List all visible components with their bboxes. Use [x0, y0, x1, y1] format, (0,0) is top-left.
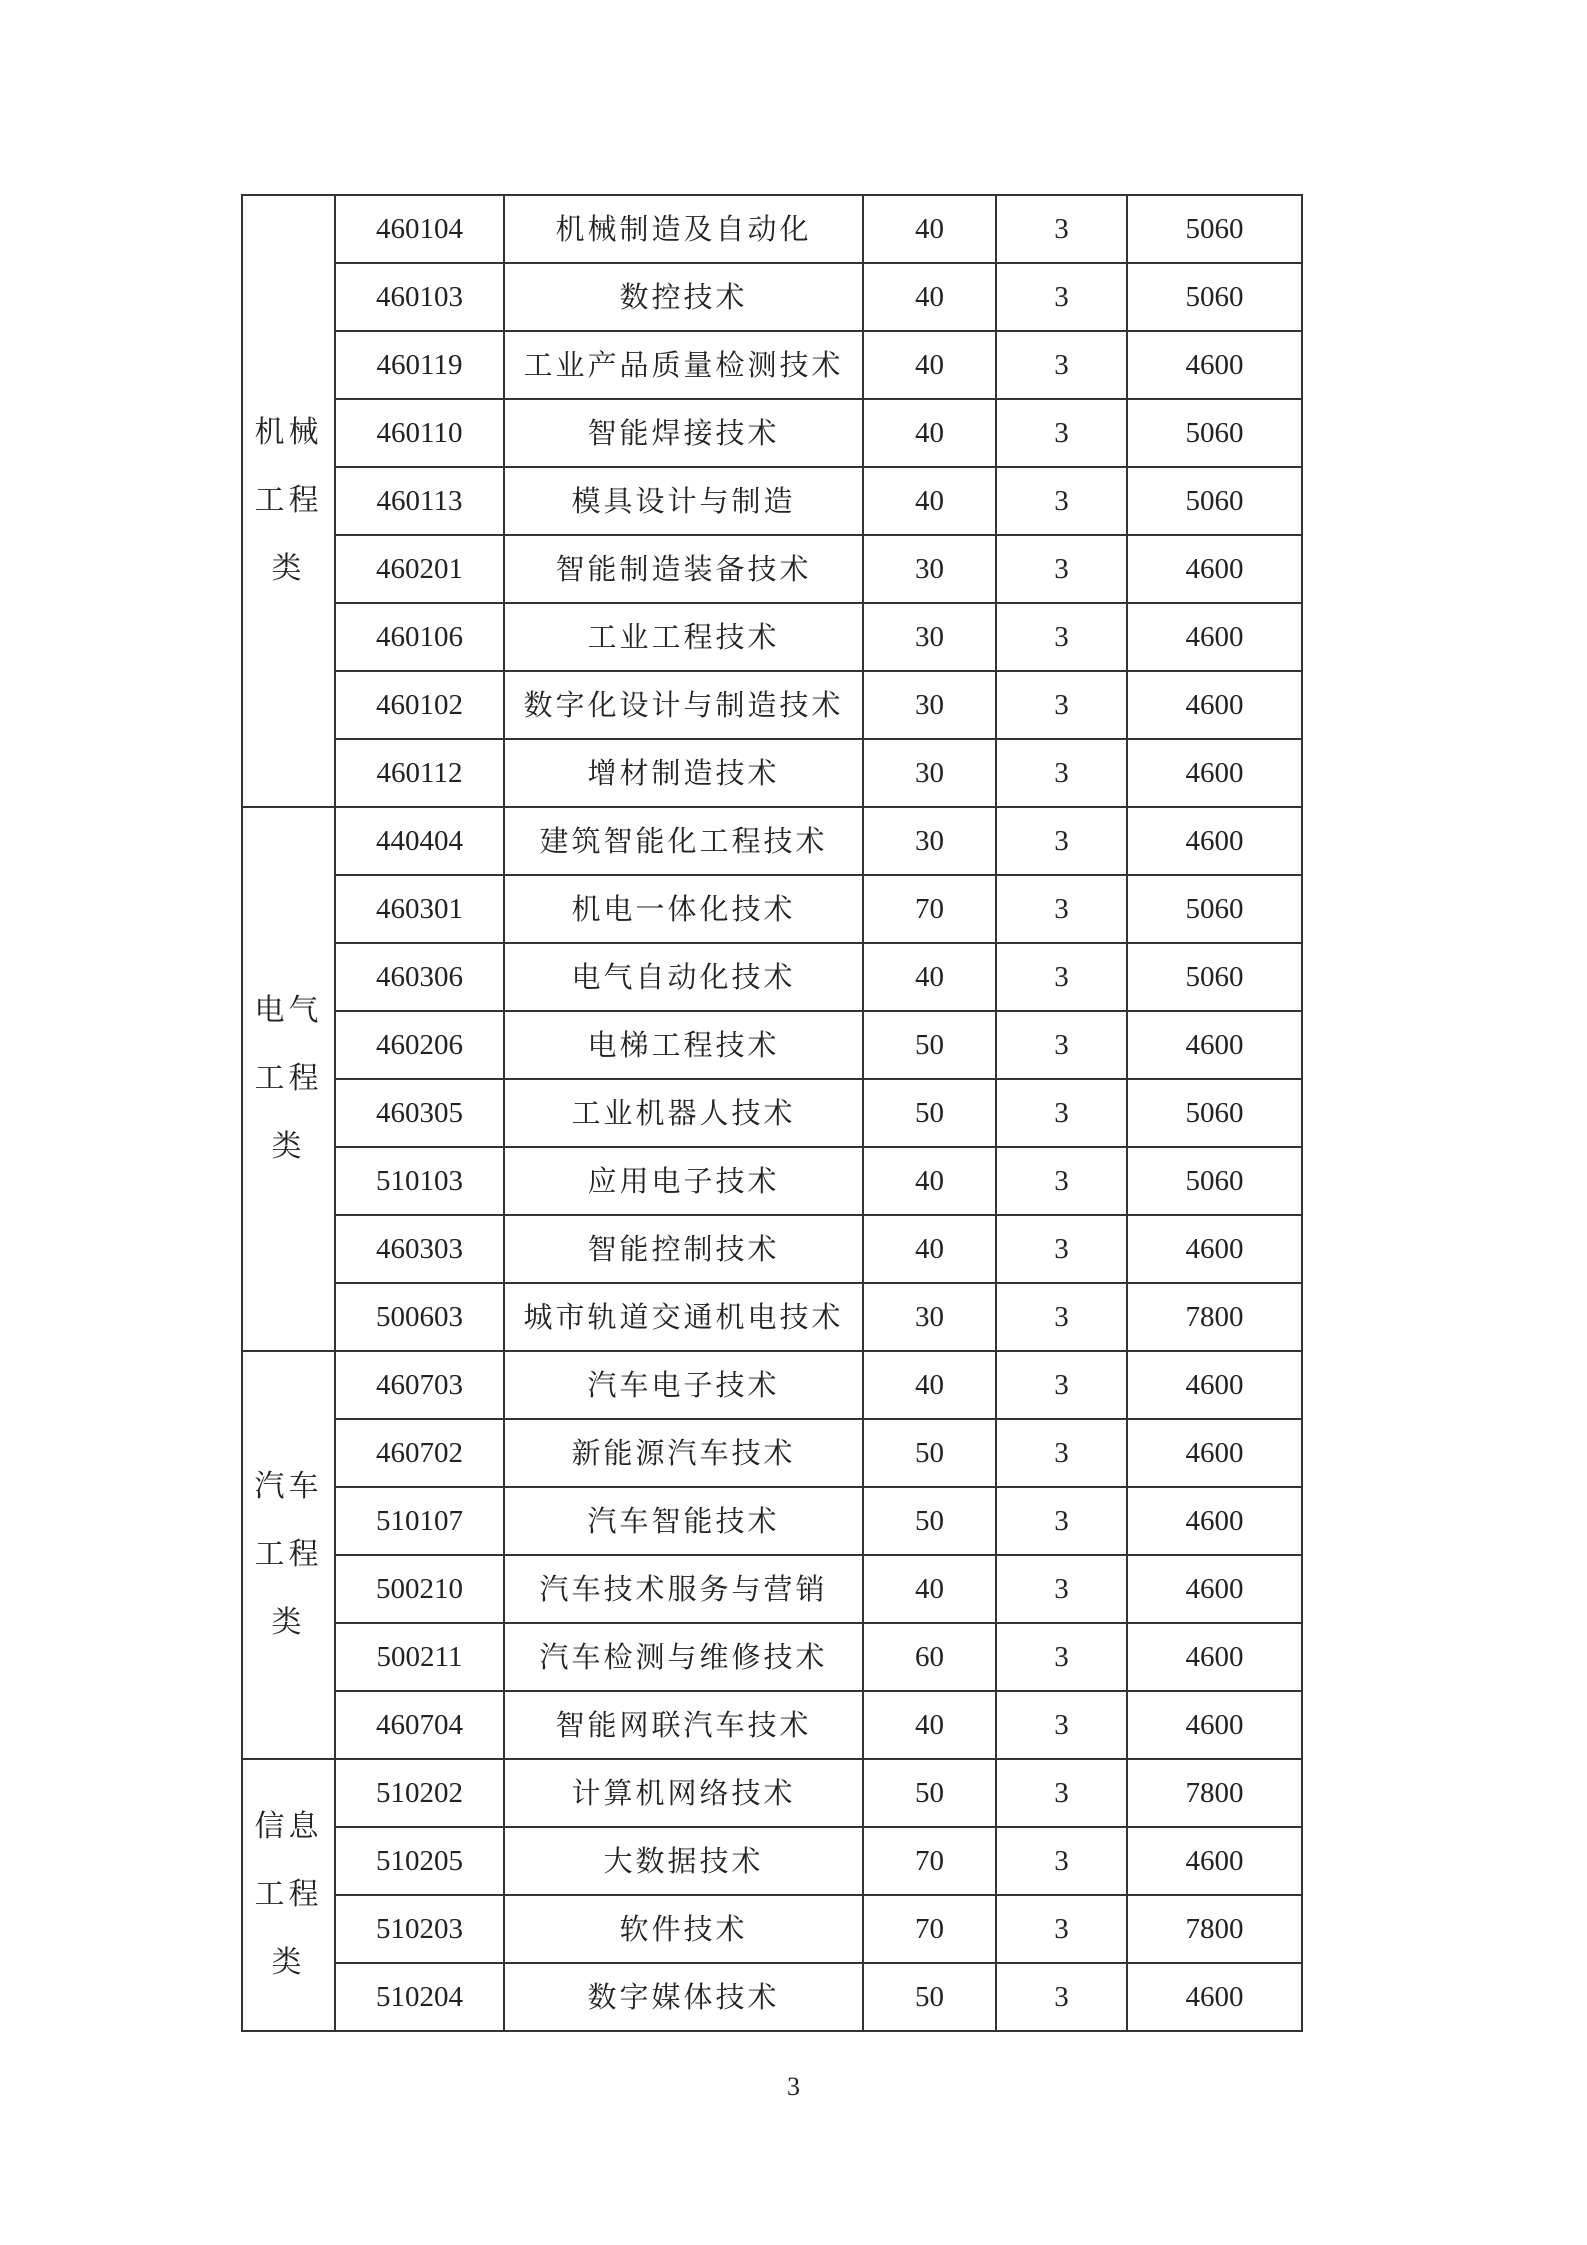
tuition-cell: 4600	[1127, 1623, 1302, 1691]
enrollment-cell: 40	[863, 195, 996, 263]
tuition-cell: 5060	[1127, 195, 1302, 263]
duration-cell: 3	[996, 1147, 1127, 1215]
major-name-cell: 机械制造及自动化	[504, 195, 863, 263]
major-name-cell: 工业工程技术	[504, 603, 863, 671]
category-label: 机械工程类	[254, 415, 323, 586]
enrollment-cell: 40	[863, 1147, 996, 1215]
major-name-cell: 电气自动化技术	[504, 943, 863, 1011]
tuition-cell: 4600	[1127, 1487, 1302, 1555]
category-label: 电气工程类	[254, 993, 323, 1164]
category-label: 信息工程类	[254, 1809, 323, 1980]
major-code-cell: 460703	[335, 1351, 504, 1419]
enrollment-cell: 40	[863, 399, 996, 467]
major-code-cell: 460106	[335, 603, 504, 671]
tuition-cell: 5060	[1127, 875, 1302, 943]
major-code-cell: 500603	[335, 1283, 504, 1351]
major-name-cell: 软件技术	[504, 1895, 863, 1963]
enrollment-cell: 40	[863, 1215, 996, 1283]
enrollment-cell: 40	[863, 467, 996, 535]
major-code-cell: 460104	[335, 195, 504, 263]
tuition-cell: 4600	[1127, 807, 1302, 875]
table-row	[242, 535, 1302, 603]
tuition-cell: 4600	[1127, 1011, 1302, 1079]
enrollment-cell: 30	[863, 807, 996, 875]
major-name-cell: 电梯工程技术	[504, 1011, 863, 1079]
major-name-cell: 增材制造技术	[504, 739, 863, 807]
page-number: 3	[787, 2072, 800, 2101]
major-name-cell: 模具设计与制造	[504, 467, 863, 535]
enrollment-cell: 40	[863, 331, 996, 399]
major-code-cell: 500210	[335, 1555, 504, 1623]
major-name-cell: 新能源汽车技术	[504, 1419, 863, 1487]
major-code-cell: 460102	[335, 671, 504, 739]
duration-cell: 3	[996, 603, 1127, 671]
enrollment-cell: 50	[863, 1759, 996, 1827]
enrollment-cell: 40	[863, 1555, 996, 1623]
major-code-cell: 440404	[335, 807, 504, 875]
enrollment-cell: 40	[863, 1351, 996, 1419]
table-row	[242, 331, 1302, 399]
duration-cell: 3	[996, 535, 1127, 603]
table-row	[242, 1215, 1302, 1283]
major-code-cell: 460305	[335, 1079, 504, 1147]
tuition-cell: 5060	[1127, 943, 1302, 1011]
major-name-cell: 数字化设计与制造技术	[504, 671, 863, 739]
enrollment-cell: 40	[863, 943, 996, 1011]
tuition-cell: 4600	[1127, 1351, 1302, 1419]
duration-cell: 3	[996, 1079, 1127, 1147]
enrollment-cell: 30	[863, 535, 996, 603]
enrollment-cell: 40	[863, 1691, 996, 1759]
table-row	[242, 1351, 1302, 1419]
duration-cell: 3	[996, 1895, 1127, 1963]
major-name-cell: 建筑智能化工程技术	[504, 807, 863, 875]
tuition-cell: 7800	[1127, 1283, 1302, 1351]
duration-cell: 3	[996, 1215, 1127, 1283]
enrollment-cell: 50	[863, 1011, 996, 1079]
major-code-cell: 460303	[335, 1215, 504, 1283]
tuition-cell: 4600	[1127, 331, 1302, 399]
major-code-cell: 510202	[335, 1759, 504, 1827]
duration-cell: 3	[996, 1555, 1127, 1623]
enrollment-cell: 70	[863, 875, 996, 943]
major-code-cell: 460113	[335, 467, 504, 535]
major-name-cell: 汽车技术服务与营销	[504, 1555, 863, 1623]
tuition-cell: 5060	[1127, 1147, 1302, 1215]
table-row	[242, 1011, 1302, 1079]
category-cell	[242, 195, 335, 807]
table-row	[242, 671, 1302, 739]
major-name-cell: 智能控制技术	[504, 1215, 863, 1283]
duration-cell: 3	[996, 739, 1127, 807]
major-code-cell: 460301	[335, 875, 504, 943]
enrollment-cell: 30	[863, 671, 996, 739]
major-code-cell: 500211	[335, 1623, 504, 1691]
major-name-cell: 机电一体化技术	[504, 875, 863, 943]
table-row	[242, 263, 1302, 331]
major-name-cell: 汽车电子技术	[504, 1351, 863, 1419]
duration-cell: 3	[996, 1283, 1127, 1351]
duration-cell: 3	[996, 1623, 1127, 1691]
enrollment-cell: 40	[863, 263, 996, 331]
majors-table	[241, 194, 1303, 2032]
duration-cell: 3	[996, 1351, 1127, 1419]
table-row	[242, 875, 1302, 943]
major-name-cell: 汽车智能技术	[504, 1487, 863, 1555]
duration-cell: 3	[996, 1691, 1127, 1759]
major-name-cell: 工业产品质量检测技术	[504, 331, 863, 399]
major-name-cell: 汽车检测与维修技术	[504, 1623, 863, 1691]
tuition-cell: 4600	[1127, 739, 1302, 807]
duration-cell: 3	[996, 331, 1127, 399]
duration-cell: 3	[996, 943, 1127, 1011]
major-code-cell: 510103	[335, 1147, 504, 1215]
major-name-cell: 数字媒体技术	[504, 1963, 863, 2031]
enrollment-cell: 70	[863, 1895, 996, 1963]
majors-table-body	[242, 195, 1302, 2031]
duration-cell: 3	[996, 1419, 1127, 1487]
major-name-cell: 工业机器人技术	[504, 1079, 863, 1147]
table-row	[242, 739, 1302, 807]
tuition-cell: 5060	[1127, 467, 1302, 535]
major-code-cell: 510205	[335, 1827, 504, 1895]
tuition-cell: 4600	[1127, 1215, 1302, 1283]
major-code-cell: 460306	[335, 943, 504, 1011]
major-name-cell: 智能焊接技术	[504, 399, 863, 467]
major-code-cell: 510204	[335, 1963, 504, 2031]
table-row	[242, 467, 1302, 535]
tuition-cell: 4600	[1127, 1691, 1302, 1759]
tuition-cell: 7800	[1127, 1759, 1302, 1827]
table-row	[242, 1147, 1302, 1215]
table-row	[242, 807, 1302, 875]
major-name-cell: 计算机网络技术	[504, 1759, 863, 1827]
table-row	[242, 1963, 1302, 2031]
table-row	[242, 1759, 1302, 1827]
major-code-cell: 460119	[335, 331, 504, 399]
duration-cell: 3	[996, 1011, 1127, 1079]
table-row	[242, 1079, 1302, 1147]
major-code-cell: 510203	[335, 1895, 504, 1963]
major-name-cell: 数控技术	[504, 263, 863, 331]
table-row	[242, 195, 1302, 263]
major-code-cell: 460702	[335, 1419, 504, 1487]
table-row	[242, 1283, 1302, 1351]
major-name-cell: 智能制造装备技术	[504, 535, 863, 603]
major-code-cell: 460201	[335, 535, 504, 603]
major-code-cell: 510107	[335, 1487, 504, 1555]
tuition-cell: 4600	[1127, 535, 1302, 603]
table-row	[242, 1895, 1302, 1963]
tuition-cell: 4600	[1127, 1419, 1302, 1487]
table-row	[242, 943, 1302, 1011]
duration-cell: 3	[996, 1487, 1127, 1555]
table-row	[242, 1487, 1302, 1555]
enrollment-cell: 50	[863, 1963, 996, 2031]
duration-cell: 3	[996, 263, 1127, 331]
major-name-cell: 城市轨道交通机电技术	[504, 1283, 863, 1351]
major-code-cell: 460103	[335, 263, 504, 331]
enrollment-cell: 30	[863, 1283, 996, 1351]
duration-cell: 3	[996, 1759, 1127, 1827]
table-row	[242, 399, 1302, 467]
tuition-cell: 4600	[1127, 1827, 1302, 1895]
major-code-cell: 460704	[335, 1691, 504, 1759]
major-code-cell: 460110	[335, 399, 504, 467]
table-row	[242, 603, 1302, 671]
enrollment-cell: 50	[863, 1487, 996, 1555]
tuition-cell: 5060	[1127, 263, 1302, 331]
table-row	[242, 1623, 1302, 1691]
table-row	[242, 1419, 1302, 1487]
tuition-cell: 4600	[1127, 603, 1302, 671]
major-name-cell: 大数据技术	[504, 1827, 863, 1895]
enrollment-cell: 50	[863, 1419, 996, 1487]
duration-cell: 3	[996, 671, 1127, 739]
enrollment-cell: 70	[863, 1827, 996, 1895]
tuition-cell: 4600	[1127, 1963, 1302, 2031]
tuition-cell: 4600	[1127, 671, 1302, 739]
enrollment-cell: 60	[863, 1623, 996, 1691]
table-row	[242, 1691, 1302, 1759]
tuition-cell: 5060	[1127, 1079, 1302, 1147]
enrollment-cell: 50	[863, 1079, 996, 1147]
category-cell	[242, 1351, 335, 1759]
enrollment-cell: 30	[863, 603, 996, 671]
enrollment-cell: 30	[863, 739, 996, 807]
duration-cell: 3	[996, 467, 1127, 535]
duration-cell: 3	[996, 195, 1127, 263]
table-row	[242, 1555, 1302, 1623]
duration-cell: 3	[996, 875, 1127, 943]
duration-cell: 3	[996, 1827, 1127, 1895]
major-code-cell: 460112	[335, 739, 504, 807]
table-row	[242, 1827, 1302, 1895]
duration-cell: 3	[996, 399, 1127, 467]
major-name-cell: 应用电子技术	[504, 1147, 863, 1215]
tuition-cell: 4600	[1127, 1555, 1302, 1623]
tuition-cell: 5060	[1127, 399, 1302, 467]
duration-cell: 3	[996, 807, 1127, 875]
category-cell	[242, 807, 335, 1351]
category-label: 汽车工程类	[254, 1469, 323, 1640]
tuition-cell: 7800	[1127, 1895, 1302, 1963]
category-cell	[242, 1759, 335, 2031]
major-name-cell: 智能网联汽车技术	[504, 1691, 863, 1759]
major-code-cell: 460206	[335, 1011, 504, 1079]
duration-cell: 3	[996, 1963, 1127, 2031]
